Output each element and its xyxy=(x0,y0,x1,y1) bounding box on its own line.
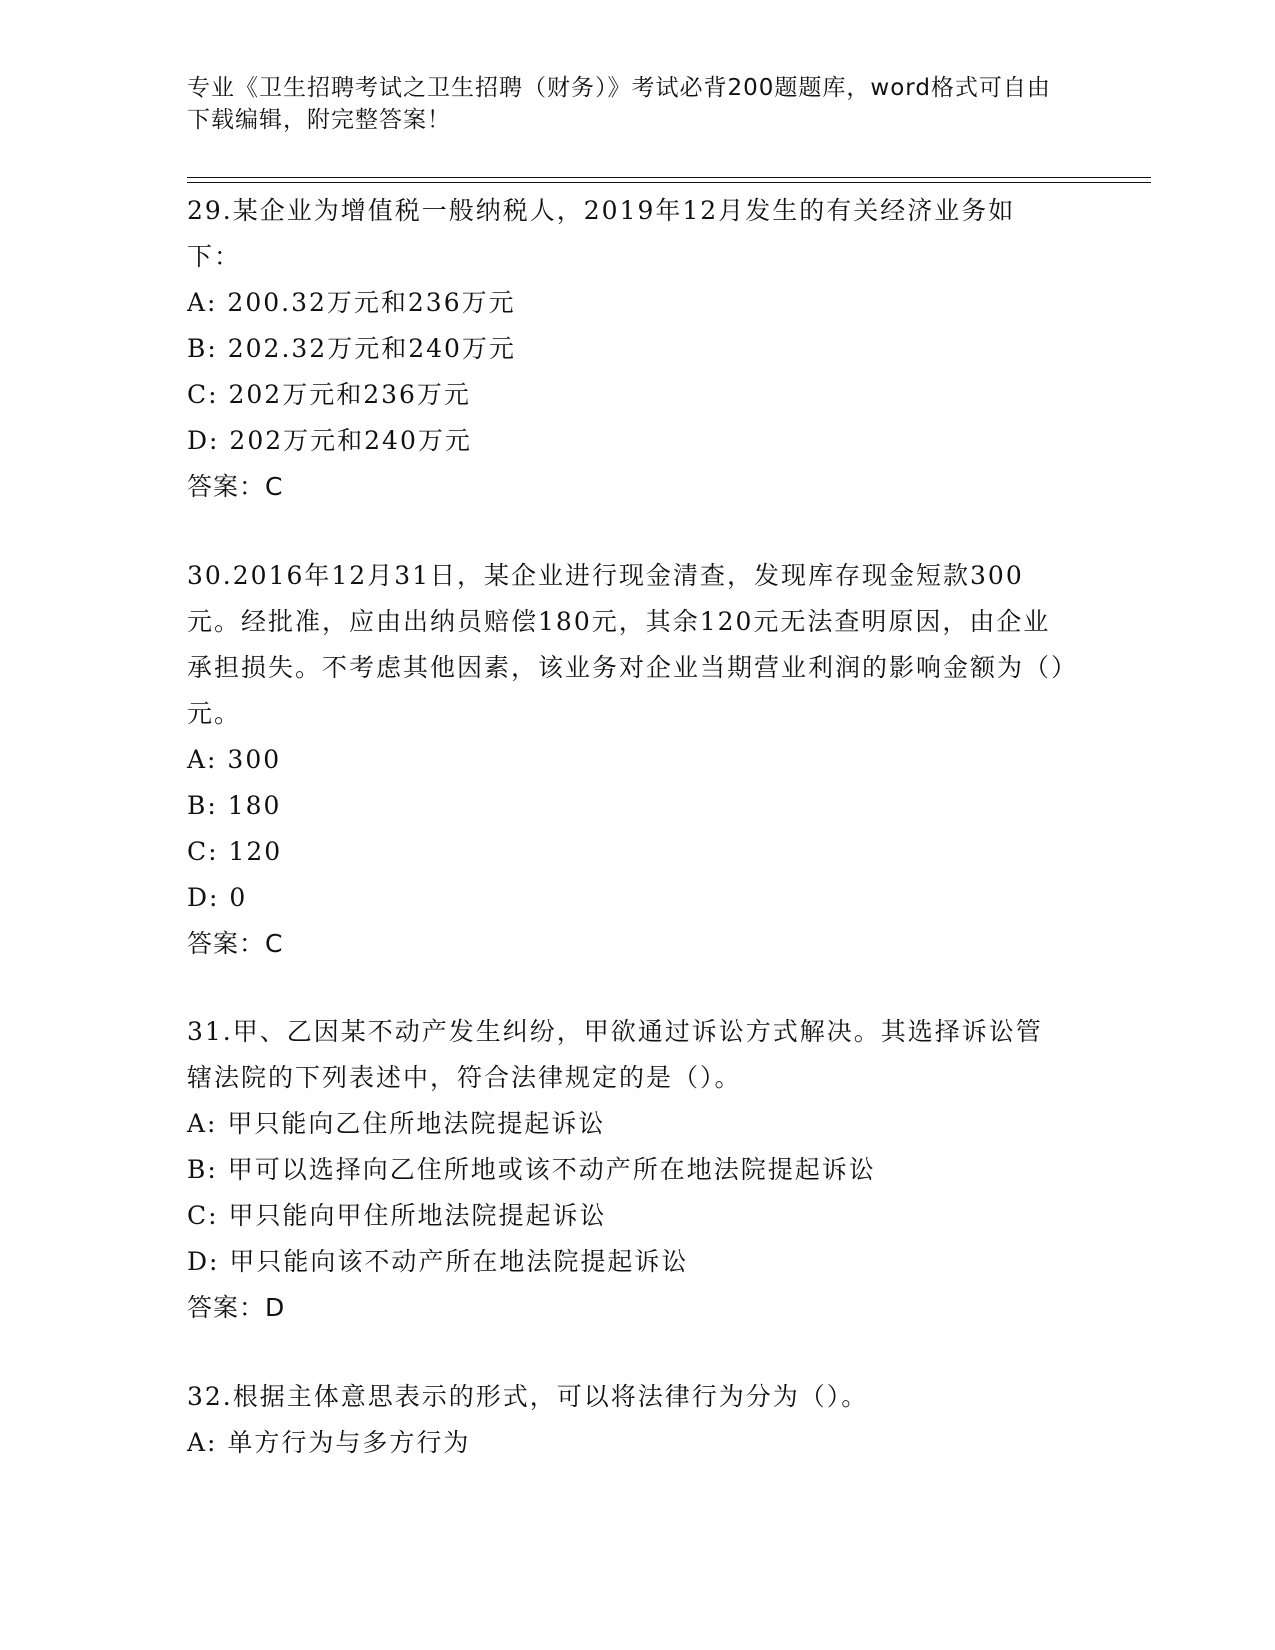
answer-line: 答案：D xyxy=(187,1293,286,1322)
option-a: A: 单方行为与多方行为 xyxy=(187,1428,471,1457)
option-c: C: 甲只能向甲住所地法院提起诉讼 xyxy=(187,1201,607,1230)
option-c: C: 202万元和236万元 xyxy=(187,380,471,409)
option-a: A: 甲只能向乙住所地法院提起诉讼 xyxy=(187,1109,606,1138)
header-divider-top xyxy=(187,177,1151,178)
answer-line: 答案：C xyxy=(187,929,284,958)
option-d: D: 202万元和240万元 xyxy=(187,426,472,455)
question-stem: 29.某企业为增值税一般纳税人，2019年12月发生的有关经济业务如下： xyxy=(187,196,1016,271)
question-32 xyxy=(187,1374,1067,1466)
question-stem: 30.2016年12月31日，某企业进行现金清查，发现库存现金短款300元。经批准，应由出纳员赔偿180元，其余120元无法查明原因，由企业承担损失。不考虑其他因素，该业务对企业当期营业利润的影响金额为（）元。 xyxy=(187,561,1066,728)
question-stem: 31.甲、乙因某不动产发生纠纷，甲欲通过诉讼方式解决。其选择诉讼管辖法院的下列表述中，符合法律规定的是（）。 xyxy=(187,1017,1043,1092)
option-b: B: 180 xyxy=(187,791,282,820)
option-a: A: 200.32万元和236万元 xyxy=(187,288,516,317)
question-29 xyxy=(187,188,1067,510)
answer-line: 答案：C xyxy=(187,472,284,501)
question-31 xyxy=(187,1009,1067,1331)
option-d: D: 甲只能向该不动产所在地法院提起诉讼 xyxy=(187,1247,689,1276)
option-d: D: 0 xyxy=(187,883,248,912)
question-30 xyxy=(187,553,1067,967)
option-b: B: 202.32万元和240万元 xyxy=(187,334,516,363)
option-b: B: 甲可以选择向乙住所地或该不动产所在地法院提起诉讼 xyxy=(187,1155,876,1184)
document-header: 专业《卫生招聘考试之卫生招聘（财务）》考试必背200题题库，word格式可自由下载编辑，附完整答案！ xyxy=(187,75,1051,133)
option-a: A: 300 xyxy=(187,745,282,774)
question-stem: 32.根据主体意思表示的形式，可以将法律行为分为（）。 xyxy=(187,1382,869,1411)
option-c: C: 120 xyxy=(187,837,283,866)
header-divider-bottom xyxy=(187,182,1151,183)
